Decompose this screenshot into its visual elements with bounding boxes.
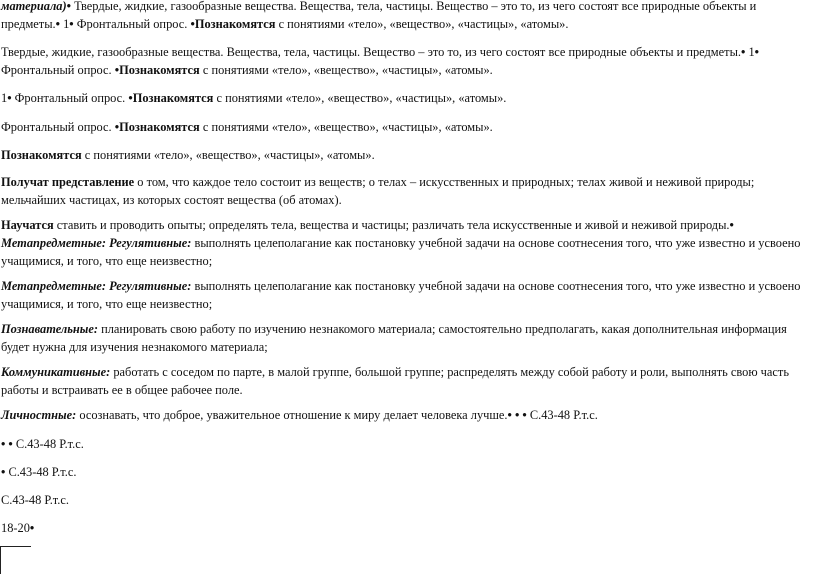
strong-text: Познакомятся: [194, 17, 276, 31]
text: с понятиями «тело», «вещество», «частицы», «атомы».: [199, 63, 493, 77]
bullet: •: [729, 218, 734, 232]
paragraph-14: [1, 491, 811, 509]
text: ставить и проводить опыты; определять тела, вещества и частицы; различать тела искусственные и живой и неживой природы.: [53, 218, 730, 232]
paragraph-10: [1, 363, 811, 399]
paragraph-1: [1, 0, 811, 33]
bullet: •: [128, 91, 133, 105]
bullet: •: [741, 45, 746, 59]
text: с понятиями «тело», «вещество», «частицы», «атомы».: [199, 120, 493, 134]
text: выполнять целеполагание как постановку учебной задачи на основе соотнесения того, что уже известно и усвоено учащимися, и того, что еще неизвестно;: [1, 279, 801, 311]
strong-text: Познакомятся: [1, 148, 82, 162]
paragraph-4: [1, 118, 811, 136]
strong-text: Метапредметные: Регулятивные:: [1, 236, 192, 250]
lead-text: материала): [1, 0, 67, 13]
text: С.43-48 Р.т.с.: [526, 408, 598, 422]
strong-text: Метапредметные: Регулятивные:: [1, 279, 192, 293]
bullet: •: [114, 120, 120, 134]
paragraph-6: [1, 173, 811, 209]
strong-text: Научатся: [1, 218, 54, 232]
strong-text: Получат представление: [1, 175, 135, 189]
strong-text: Коммуникативные:: [1, 365, 111, 379]
paragraph-12: [1, 435, 811, 453]
paragraph-11: [1, 406, 811, 424]
table-cell-border: [0, 546, 31, 574]
bullet: •: [114, 63, 120, 77]
strong-text: Познакомятся: [119, 63, 200, 77]
text: 1: [1, 91, 8, 105]
text: с понятиями «тело», «вещество», «частицы», «атомы».: [275, 17, 569, 31]
text: Твердые, жидкие, газообразные вещества. Вещества, тела, частицы. Вещество – это то, из чего состоят все природные объекты и предметы.: [1, 0, 757, 31]
text: Фронтальный опрос.: [11, 91, 129, 105]
strong-text: Познакомятся: [119, 120, 200, 134]
text: Фронтальный опрос.: [73, 17, 191, 31]
paragraph-13: [1, 463, 811, 481]
text: 18-20: [1, 521, 30, 535]
text: осознавать, что доброе, уважительное отношение к миру делает человека лучше.: [76, 408, 508, 422]
text: выполнять целеполагание как постановку учебной задачи на основе соотнесения того, что уже известно и усвоено учащимися, и того, что еще неизвестно;: [1, 236, 801, 268]
text: С.43-48 Р.т.с.: [1, 493, 69, 507]
text: Фронтальный опрос.: [1, 63, 115, 77]
strong-text: Познавательные:: [1, 322, 99, 336]
text: о том, что каждое тело состоит из веществ; о телах – искусственных и природных; телах живой и неживой природы; мельчайших частицах, из которых состоят вещества (об атомах).: [1, 175, 755, 207]
text: с понятиями «тело», «вещество», «частицы», «атомы».: [81, 148, 375, 162]
bullet: •: [1, 465, 6, 479]
bullet: •: [69, 17, 74, 31]
text: С.43-48 Р.т.с.: [5, 465, 77, 479]
paragraph-15: [1, 519, 811, 537]
text: Фронтальный опрос.: [1, 120, 115, 134]
text: планировать свою работу по изучению незнакомого материала; самостоятельно предполагать, какая дополнительная информация будет нужна для изучения незнакомого материала;: [1, 322, 787, 354]
text: 1: [60, 17, 70, 31]
strong-text: Личностные:: [1, 408, 77, 422]
paragraph-5: [1, 146, 811, 164]
text: С.43-48 Р.т.с.: [12, 437, 84, 451]
text: с понятиями «тело», «вещество», «частицы», «атомы».: [213, 91, 507, 105]
bullet: • •: [1, 437, 13, 451]
bullet: •: [7, 91, 12, 105]
text: Твердые, жидкие, газообразные вещества. Вещества, тела, частицы. Вещество – это то, из чего состоят все природные объекты и предметы.: [1, 45, 741, 59]
text: 1: [745, 45, 755, 59]
bullet: •: [66, 0, 71, 13]
paragraph-8: [1, 277, 811, 313]
bullet: •: [754, 45, 759, 59]
strong-text: Познакомятся: [132, 91, 214, 105]
paragraph-9: [1, 320, 811, 356]
bullet: • • •: [507, 408, 527, 422]
paragraph-3: [1, 89, 811, 107]
text: работать с соседом по парте, в малой группе, большой группе; распределять между собой работу и роли, выполнять свою часть работы и встраивать ее в общее рабочее поле.: [1, 365, 789, 397]
bullet: •: [29, 521, 35, 535]
paragraph-2: [1, 43, 811, 79]
paragraph-7: [1, 216, 811, 270]
bullet: •: [55, 17, 60, 31]
bullet: •: [190, 17, 195, 31]
